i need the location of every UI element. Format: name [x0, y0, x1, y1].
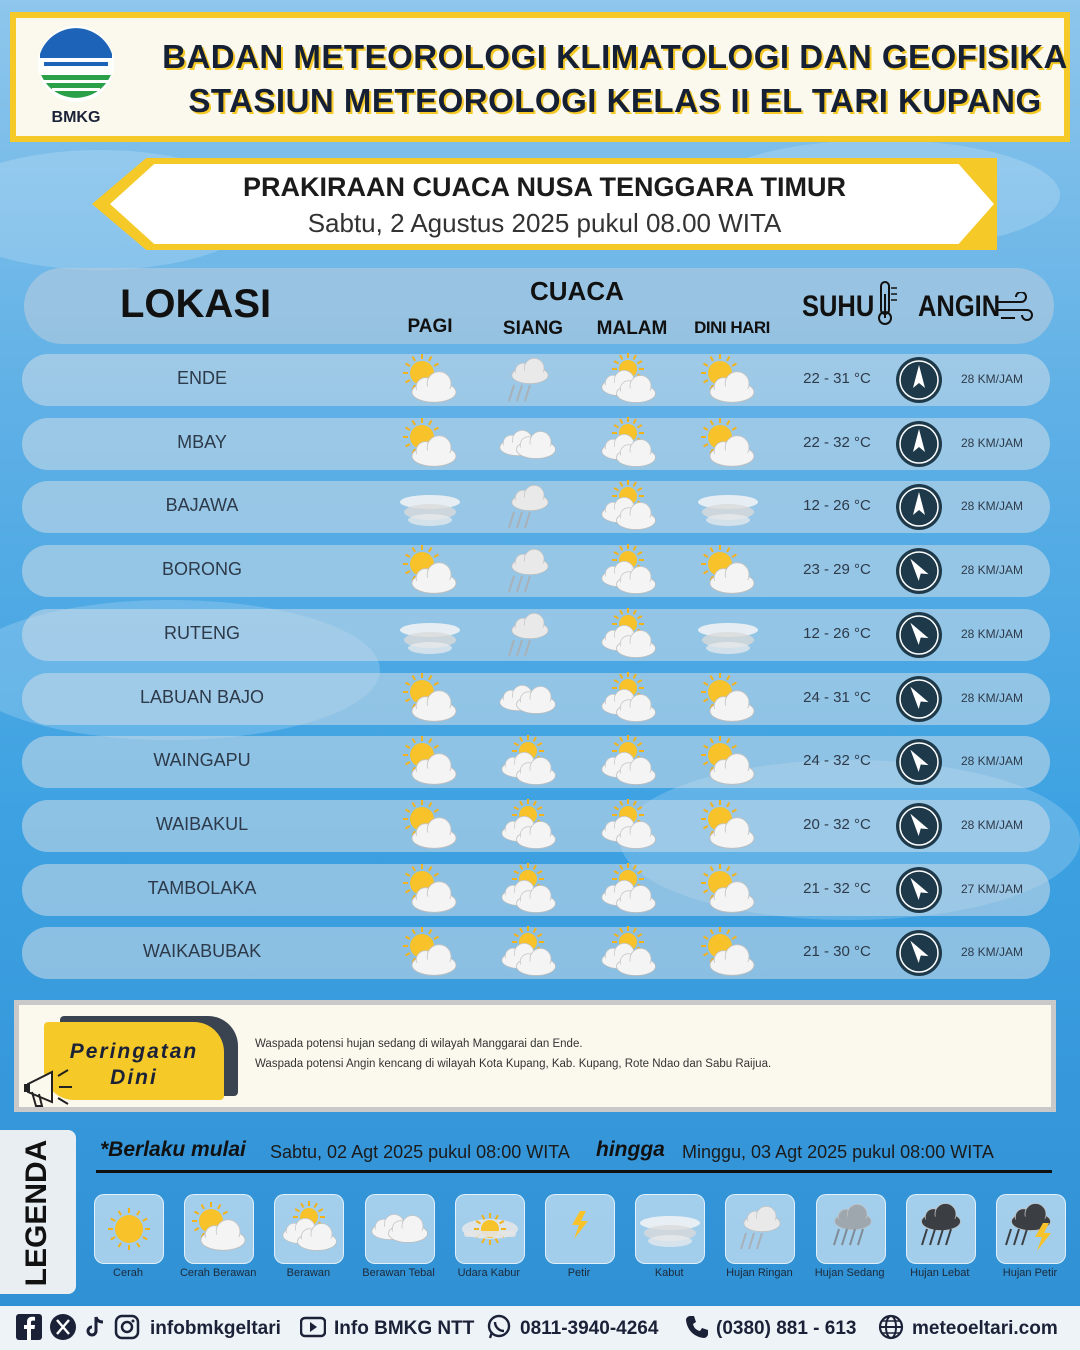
wind-speed: 28 KM/JAM — [960, 499, 1023, 513]
legend-label: Berawan — [286, 1267, 331, 1279]
wind-direction-compass-icon — [895, 420, 943, 468]
legend-label: Hujan Sedang — [814, 1267, 885, 1279]
hujan-ringan-icon — [496, 353, 560, 407]
wind-icon — [995, 292, 1035, 326]
berawan-icon — [496, 735, 560, 789]
legend-divider — [96, 1170, 1052, 1173]
cerah-berawan-icon — [398, 926, 462, 980]
cerah-berawan-icon — [187, 1201, 251, 1255]
warning-label-line2: Dini — [110, 1066, 158, 1089]
tiktok-icon[interactable] — [82, 1314, 108, 1340]
logo-text: BMKG — [51, 109, 101, 124]
valid-until-date: Minggu, 03 Agt 2025 pukul 08:00 WITA — [682, 1142, 994, 1162]
berawan-icon — [596, 926, 660, 980]
hujan-petir-icon — [999, 1201, 1063, 1255]
table-row — [22, 800, 1050, 852]
phone-icon[interactable] — [684, 1314, 710, 1340]
banner-title: PRAKIRAAN CUACA NUSA TENGGARA TIMUR — [243, 172, 846, 202]
temperature-range: 12 - 26 °C — [803, 497, 871, 514]
valid-from-date: Sabtu, 02 Agt 2025 pukul 08:00 WITA — [270, 1142, 570, 1162]
table-row — [22, 736, 1050, 788]
berawan-icon — [496, 926, 560, 980]
cerah-berawan-icon — [398, 799, 462, 853]
col-angin: ANGIN — [918, 290, 1001, 323]
wind-speed: 28 KM/JAM — [960, 691, 1023, 705]
col-malam: MALAM — [596, 318, 668, 339]
wind-direction-compass-icon — [895, 738, 943, 786]
cerah-berawan-icon — [398, 417, 462, 471]
location-name: BAJAWA — [165, 495, 239, 515]
cerah-berawan-icon — [696, 735, 760, 789]
location-name: ENDE — [176, 368, 227, 388]
kabut-icon — [638, 1201, 702, 1255]
location-name: RUTENG — [164, 623, 240, 643]
col-suhu: SUHU — [802, 290, 875, 323]
cerah-berawan-icon — [696, 863, 760, 917]
facebook-icon[interactable] — [16, 1314, 42, 1340]
kabut-icon — [696, 480, 760, 534]
cerah-berawan-icon — [398, 863, 462, 917]
footer-phone[interactable]: (0380) 881 - 613 — [716, 1318, 857, 1339]
wind-speed: 27 KM/JAM — [960, 882, 1023, 896]
berawan-icon — [596, 735, 660, 789]
col-pagi: PAGI — [407, 316, 453, 337]
table-row — [22, 354, 1050, 406]
col-siang: SIANG — [502, 318, 564, 339]
valid-from-label: *Berlaku mulai — [100, 1138, 246, 1161]
temperature-range: 12 - 26 °C — [803, 625, 871, 642]
legend-item-kabut — [635, 1194, 705, 1264]
berawan-tebal-icon — [496, 417, 560, 471]
header-title-line1: BADAN METEOROLOGI KLIMATOLOGI DAN GEOFISIKA — [162, 38, 1068, 75]
forecast-banner — [92, 152, 997, 256]
cerah-berawan-icon — [696, 417, 760, 471]
location-name: WAIBAKUL — [155, 814, 249, 834]
table-row — [22, 864, 1050, 916]
berawan-icon — [496, 863, 560, 917]
youtube-icon[interactable] — [300, 1314, 326, 1340]
kabut-icon — [398, 608, 462, 662]
legend-label: Berawan Tebal — [362, 1267, 435, 1279]
footer-social-handle[interactable]: infobmkgeltari — [150, 1318, 281, 1339]
valid-until-label: hingga — [596, 1138, 665, 1161]
legend-label: Cerah Berawan — [179, 1267, 257, 1279]
wind-direction-compass-icon — [895, 929, 943, 977]
footer-website[interactable]: meteoeltari.com — [912, 1318, 1058, 1339]
cerah-berawan-icon — [696, 544, 760, 598]
berawan-tebal-icon — [496, 672, 560, 726]
banner-date: Sabtu, 2 Agustus 2025 pukul 08.00 WITA — [307, 208, 782, 238]
berawan-icon — [596, 608, 660, 662]
footer-whatsapp[interactable]: 0811-3940-4264 — [520, 1318, 659, 1339]
legend-item-hujan-lebat — [906, 1194, 976, 1264]
wind-speed: 28 KM/JAM — [960, 754, 1023, 768]
warning-text-1: Waspada potensi hujan sedang di wilayah Manggarai dan Ende. — [255, 1038, 583, 1050]
location-name: MBAY — [177, 432, 227, 452]
berawan-tebal-icon — [368, 1201, 432, 1255]
legend-item-cerah-berawan — [184, 1194, 254, 1264]
cerah-berawan-icon — [398, 672, 462, 726]
legend-item-hujan-ringan — [725, 1194, 795, 1264]
megaphone-icon — [22, 1062, 76, 1114]
table-row — [22, 609, 1050, 661]
col-dini-hari: DINI HARI — [694, 318, 770, 337]
temperature-range: 22 - 31 °C — [803, 370, 871, 387]
wind-speed: 28 KM/JAM — [960, 945, 1023, 959]
globe-icon[interactable] — [878, 1314, 904, 1340]
wind-direction-compass-icon — [895, 483, 943, 531]
legend-label: Udara Kabur — [457, 1267, 520, 1279]
cerah-berawan-icon — [696, 353, 760, 407]
berawan-icon — [596, 799, 660, 853]
legend-item-hujan-petir — [996, 1194, 1066, 1264]
hujan-ringan-icon — [496, 544, 560, 598]
hujan-lebat-icon — [909, 1201, 973, 1255]
berawan-icon — [596, 672, 660, 726]
wind-direction-compass-icon — [895, 675, 943, 723]
header-title-line2: STASIUN METEOROLOGI KELAS II EL TARI KUPANG — [188, 82, 1042, 119]
table-row — [22, 481, 1050, 533]
kabut-icon — [398, 480, 462, 534]
legend-item-hujan-sedang — [816, 1194, 886, 1264]
wind-speed: 28 KM/JAM — [960, 563, 1023, 577]
cerah-berawan-icon — [696, 672, 760, 726]
berawan-icon — [596, 417, 660, 471]
wind-direction-compass-icon — [895, 547, 943, 595]
udara-kabur-icon — [458, 1201, 522, 1255]
warning-text-2: Waspada potensi Angin kencang di wilayah Kota Kupang, Kab. Kupang, Rote Ndao dan Sabu Raijua. — [255, 1058, 772, 1070]
warning-label-line1: Peringatan — [69, 1040, 199, 1063]
table-row — [22, 545, 1050, 597]
legend-item-berawan-tebal — [365, 1194, 435, 1264]
temperature-range: 24 - 31 °C — [803, 689, 871, 706]
wind-direction-compass-icon — [895, 802, 943, 850]
temperature-range: 21 - 32 °C — [803, 880, 871, 897]
cerah-berawan-icon — [696, 926, 760, 980]
cerah-icon — [97, 1201, 161, 1255]
x-twitter-icon[interactable] — [50, 1314, 76, 1340]
wind-speed: 28 KM/JAM — [960, 372, 1023, 386]
cerah-berawan-icon — [398, 735, 462, 789]
berawan-icon — [277, 1201, 341, 1255]
wind-speed: 28 KM/JAM — [960, 818, 1023, 832]
temperature-range: 20 - 32 °C — [803, 816, 871, 833]
wind-direction-compass-icon — [895, 866, 943, 914]
footer-youtube[interactable]: Info BMKG NTT — [334, 1318, 475, 1339]
legend-label: Petir — [567, 1267, 591, 1279]
location-name: BORONG — [161, 559, 242, 579]
legend-item-cerah — [94, 1194, 164, 1264]
legend-item-udara-kabur — [455, 1194, 525, 1264]
table-row — [22, 673, 1050, 725]
berawan-icon — [596, 544, 660, 598]
berawan-icon — [596, 353, 660, 407]
wind-direction-compass-icon — [895, 356, 943, 404]
petir-icon — [548, 1201, 612, 1255]
legend-label: Cerah — [113, 1267, 143, 1279]
thermometer-icon — [874, 280, 900, 326]
table-row — [22, 927, 1050, 979]
header — [10, 12, 1070, 142]
hujan-ringan-icon — [496, 480, 560, 534]
hujan-sedang-icon — [819, 1201, 883, 1255]
table-row — [22, 418, 1050, 470]
col-lokasi: LOKASI — [120, 282, 272, 326]
legend-label: Kabut — [654, 1267, 684, 1279]
wind-speed: 28 KM/JAM — [960, 436, 1023, 450]
legend-item-petir — [545, 1194, 615, 1264]
temperature-range: 24 - 32 °C — [803, 752, 871, 769]
location-name: WAINGAPU — [153, 750, 251, 770]
whatsapp-icon[interactable] — [486, 1314, 512, 1340]
wind-direction-compass-icon — [895, 611, 943, 659]
instagram-icon[interactable] — [114, 1314, 140, 1340]
temperature-range: 21 - 30 °C — [803, 943, 871, 960]
legend-title: LEGENDA — [20, 1139, 53, 1287]
legend-item-berawan — [274, 1194, 344, 1264]
legend-label: Hujan Ringan — [726, 1267, 793, 1279]
location-name: LABUAN BAJO — [139, 687, 265, 707]
kabut-icon — [696, 608, 760, 662]
berawan-icon — [596, 863, 660, 917]
hujan-ringan-icon — [728, 1201, 792, 1255]
berawan-icon — [596, 480, 660, 534]
hujan-ringan-icon — [496, 608, 560, 662]
location-name: TAMBOLAKA — [147, 878, 257, 898]
temperature-range: 22 - 32 °C — [803, 434, 871, 451]
temperature-range: 23 - 29 °C — [803, 561, 871, 578]
legend-label: Hujan Lebat — [910, 1267, 970, 1279]
cerah-berawan-icon — [398, 544, 462, 598]
col-cuaca: CUACA — [530, 276, 624, 306]
wind-speed: 28 KM/JAM — [960, 627, 1023, 641]
legend-label: Hujan Petir — [1002, 1267, 1058, 1279]
cerah-berawan-icon — [696, 799, 760, 853]
berawan-icon — [496, 799, 560, 853]
location-name: WAIKABUBAK — [142, 941, 262, 961]
cerah-berawan-icon — [398, 353, 462, 407]
bmkg-logo — [34, 24, 118, 124]
